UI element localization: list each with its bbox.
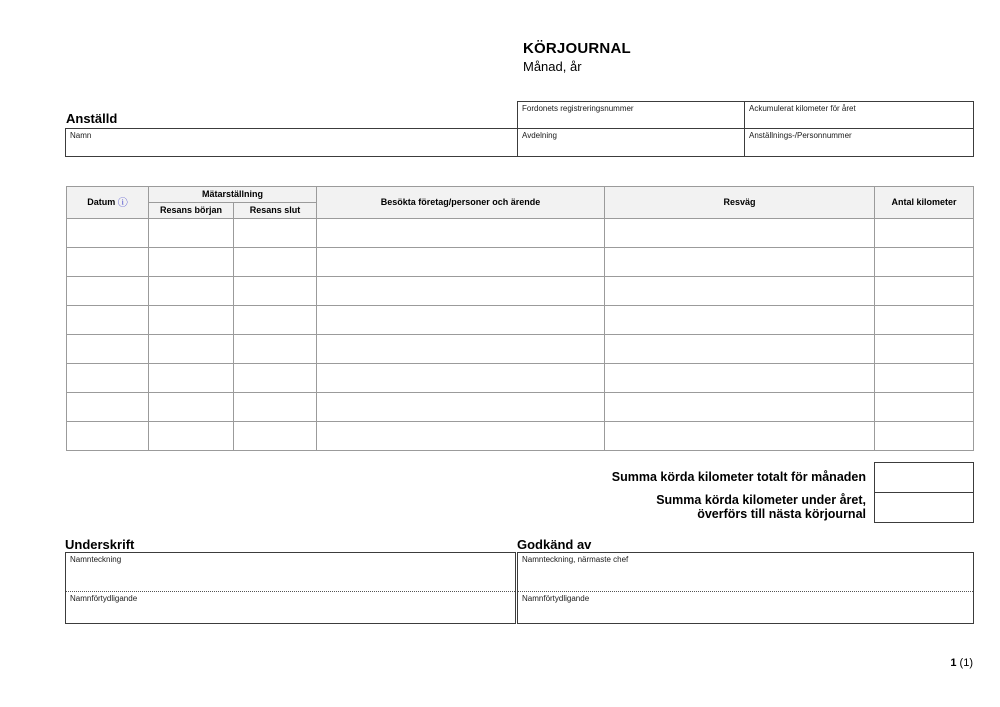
journal-cell[interactable] <box>875 393 974 422</box>
department-label: Avdelning <box>522 131 557 140</box>
journal-cell[interactable] <box>149 277 234 306</box>
journal-cell[interactable] <box>149 219 234 248</box>
journal-cell[interactable] <box>234 364 317 393</box>
vehicle-registration-label: Fordonets registreringsnummer <box>522 104 634 113</box>
journal-cell[interactable] <box>234 277 317 306</box>
column-header-trip-end: Resans slut <box>234 203 317 219</box>
journal-cell[interactable] <box>875 306 974 335</box>
journal-cell[interactable] <box>234 248 317 277</box>
approver-signature-field[interactable] <box>518 553 973 592</box>
journal-cell[interactable] <box>875 335 974 364</box>
employee-section-heading: Anställd <box>66 111 118 126</box>
journal-cell[interactable] <box>67 248 149 277</box>
journal-table-body <box>67 219 974 451</box>
journal-cell[interactable] <box>605 393 875 422</box>
column-header-trip-start: Resans början <box>149 203 234 219</box>
month-total-field[interactable] <box>874 462 974 493</box>
journal-cell[interactable] <box>149 306 234 335</box>
journal-row <box>67 306 974 335</box>
employee-name-label: Namn <box>70 131 92 140</box>
accumulated-km-field[interactable] <box>744 101 974 129</box>
journal-table <box>66 186 974 451</box>
journal-cell[interactable] <box>67 277 149 306</box>
approver-signature-box <box>517 552 974 624</box>
accumulated-km-label: Ackumulerat kilometer för året <box>749 104 856 113</box>
journal-cell[interactable] <box>67 219 149 248</box>
journal-cell[interactable] <box>317 335 605 364</box>
datum-label: Datum <box>87 196 116 207</box>
signature-section-heading: Underskrift <box>65 537 135 552</box>
year-total-label <box>446 494 866 521</box>
approver-section-heading: Godkänd av <box>517 537 592 552</box>
journal-cell[interactable] <box>605 219 875 248</box>
journal-cell[interactable] <box>875 219 974 248</box>
journal-cell[interactable] <box>67 393 149 422</box>
journal-row <box>67 219 974 248</box>
column-header-meter-group: Mätarställning <box>149 187 317 203</box>
vehicle-registration-field[interactable] <box>517 101 745 129</box>
approver-printed-name-label: Namnförtydligande <box>522 594 590 603</box>
journal-cell[interactable] <box>317 364 605 393</box>
column-header-datum <box>67 187 149 219</box>
column-header-km: Antal kilometer <box>875 187 974 219</box>
journal-row <box>67 335 974 364</box>
journal-cell[interactable] <box>234 335 317 364</box>
year-total-label-line1: Summa körda kilometer under året, <box>656 493 866 507</box>
journal-cell[interactable] <box>605 335 875 364</box>
journal-row <box>67 248 974 277</box>
journal-cell[interactable] <box>234 219 317 248</box>
journal-cell[interactable] <box>149 248 234 277</box>
employee-signature-field[interactable] <box>66 553 515 592</box>
journal-cell[interactable] <box>875 364 974 393</box>
info-icon[interactable]: ⓘ <box>117 197 128 209</box>
journal-cell[interactable] <box>605 422 875 451</box>
journal-row <box>67 393 974 422</box>
journal-cell[interactable] <box>875 422 974 451</box>
journal-cell[interactable] <box>149 393 234 422</box>
journal-cell[interactable] <box>149 335 234 364</box>
journal-cell[interactable] <box>317 393 605 422</box>
journal-row <box>67 422 974 451</box>
approver-printed-name-field[interactable] <box>518 592 973 624</box>
journal-cell[interactable] <box>67 335 149 364</box>
journal-cell[interactable] <box>234 393 317 422</box>
journal-cell[interactable] <box>875 277 974 306</box>
journal-cell[interactable] <box>317 277 605 306</box>
journal-cell[interactable] <box>875 248 974 277</box>
form-title: KÖRJOURNAL <box>523 40 631 57</box>
form-subtitle: Månad, år <box>523 59 582 74</box>
journal-cell[interactable] <box>317 248 605 277</box>
employee-signature-label: Namnteckning <box>70 555 122 564</box>
month-total-label: Summa körda kilometer totalt för månaden <box>611 470 866 484</box>
page-number-total: (1) <box>959 657 973 669</box>
journal-cell[interactable] <box>67 364 149 393</box>
column-header-visited: Besökta företag/personer och ärende <box>317 187 605 219</box>
employee-name-field[interactable] <box>65 128 518 157</box>
journal-cell[interactable] <box>605 277 875 306</box>
journal-cell[interactable] <box>317 219 605 248</box>
department-field[interactable] <box>517 128 745 157</box>
year-total-label-line2: överförs till nästa körjournal <box>697 506 866 521</box>
journal-cell[interactable] <box>317 306 605 335</box>
employee-printed-name-field[interactable] <box>66 592 515 624</box>
journal-cell[interactable] <box>67 306 149 335</box>
journal-cell[interactable] <box>317 422 605 451</box>
journal-cell[interactable] <box>605 364 875 393</box>
page-number <box>950 657 973 669</box>
journal-cell[interactable] <box>234 422 317 451</box>
year-total-field[interactable] <box>874 492 974 523</box>
journal-cell[interactable] <box>149 422 234 451</box>
journal-table-wrapper <box>66 186 974 451</box>
journal-cell[interactable] <box>234 306 317 335</box>
journal-row <box>67 364 974 393</box>
approver-signature-label: Namnteckning, närmaste chef <box>522 555 629 564</box>
journal-cell[interactable] <box>67 422 149 451</box>
journal-cell[interactable] <box>149 364 234 393</box>
column-header-route: Resväg <box>605 187 875 219</box>
journal-row <box>67 277 974 306</box>
title-block <box>523 40 631 74</box>
employment-number-label: Anställnings-/Personnummer <box>749 131 852 140</box>
employment-number-field[interactable] <box>744 128 974 157</box>
journal-cell[interactable] <box>605 248 875 277</box>
journal-cell[interactable] <box>605 306 875 335</box>
page-number-current: 1 <box>950 657 957 669</box>
employee-signature-box <box>65 552 516 624</box>
employee-printed-name-label: Namnförtydligande <box>70 594 138 603</box>
